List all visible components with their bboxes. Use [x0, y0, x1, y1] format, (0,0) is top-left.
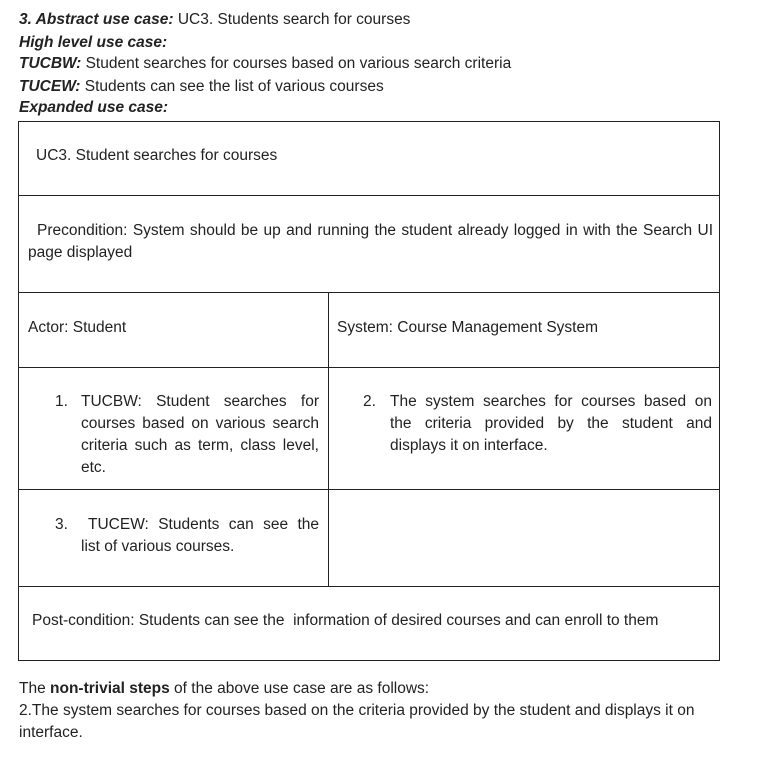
- tucew-line: [19, 77, 384, 97]
- table-divider: [19, 367, 719, 368]
- step-1-number: 1.: [55, 393, 68, 410]
- footer-intro-prefix: The: [19, 680, 51, 697]
- step-3-text: TUCEW: Students can see the list of various courses.: [81, 516, 319, 555]
- step-1-text: TUCBW: Student searches for courses based on various search criteria such as term, class level, etc.: [81, 393, 319, 476]
- tucew-label: TUCEW:: [19, 78, 81, 95]
- step-2-number: 2.: [363, 393, 376, 410]
- non-trivial-step-text: 2.The system searches for courses based on the criteria provided by the student and displays it on interface.: [19, 702, 695, 741]
- precondition-text: Precondition: System should be up and running the student already logged in with the Search UI page displayed: [28, 222, 713, 261]
- expanded-use-case-table: [18, 121, 720, 661]
- tucbw-value: Student searches for courses based on various search criteria: [85, 55, 512, 72]
- table-divider: [19, 195, 719, 196]
- tucbw-label: TUCBW:: [19, 55, 82, 72]
- actor-label: Actor: Student: [28, 319, 127, 336]
- table-divider: [19, 292, 719, 293]
- step-3: [19, 514, 328, 558]
- expanded-use-case-heading: Expanded use case:: [19, 99, 169, 116]
- abstract-use-case-label: 3. Abstract use case:: [19, 11, 174, 28]
- non-trivial-steps-label: non-trivial steps: [50, 680, 170, 697]
- table-divider: [19, 489, 719, 490]
- abstract-use-case-line: [19, 10, 410, 30]
- system-label: System: Course Management System: [337, 319, 599, 336]
- abstract-use-case-value: UC3. Students search for courses: [177, 11, 411, 28]
- tucew-value: Students can see the list of various courses: [84, 78, 384, 95]
- step-2-text: The system searches for courses based on the criteria provided by the student and displays it on interface.: [390, 393, 712, 454]
- step-2: [329, 391, 721, 457]
- table-divider: [19, 586, 719, 587]
- postcondition-text: Post-condition: Students can see the information of desired courses and can enroll to them: [32, 612, 659, 629]
- footer-intro: [19, 679, 429, 699]
- tucbw-line: [19, 54, 511, 74]
- footer-intro-suffix: of the above use case are as follows:: [169, 680, 430, 697]
- high-level-use-case-heading: High level use case:: [19, 34, 168, 51]
- step-1: [19, 391, 328, 479]
- use-case-title: UC3. Student searches for courses: [36, 147, 278, 164]
- step-3-number: 3.: [55, 516, 68, 533]
